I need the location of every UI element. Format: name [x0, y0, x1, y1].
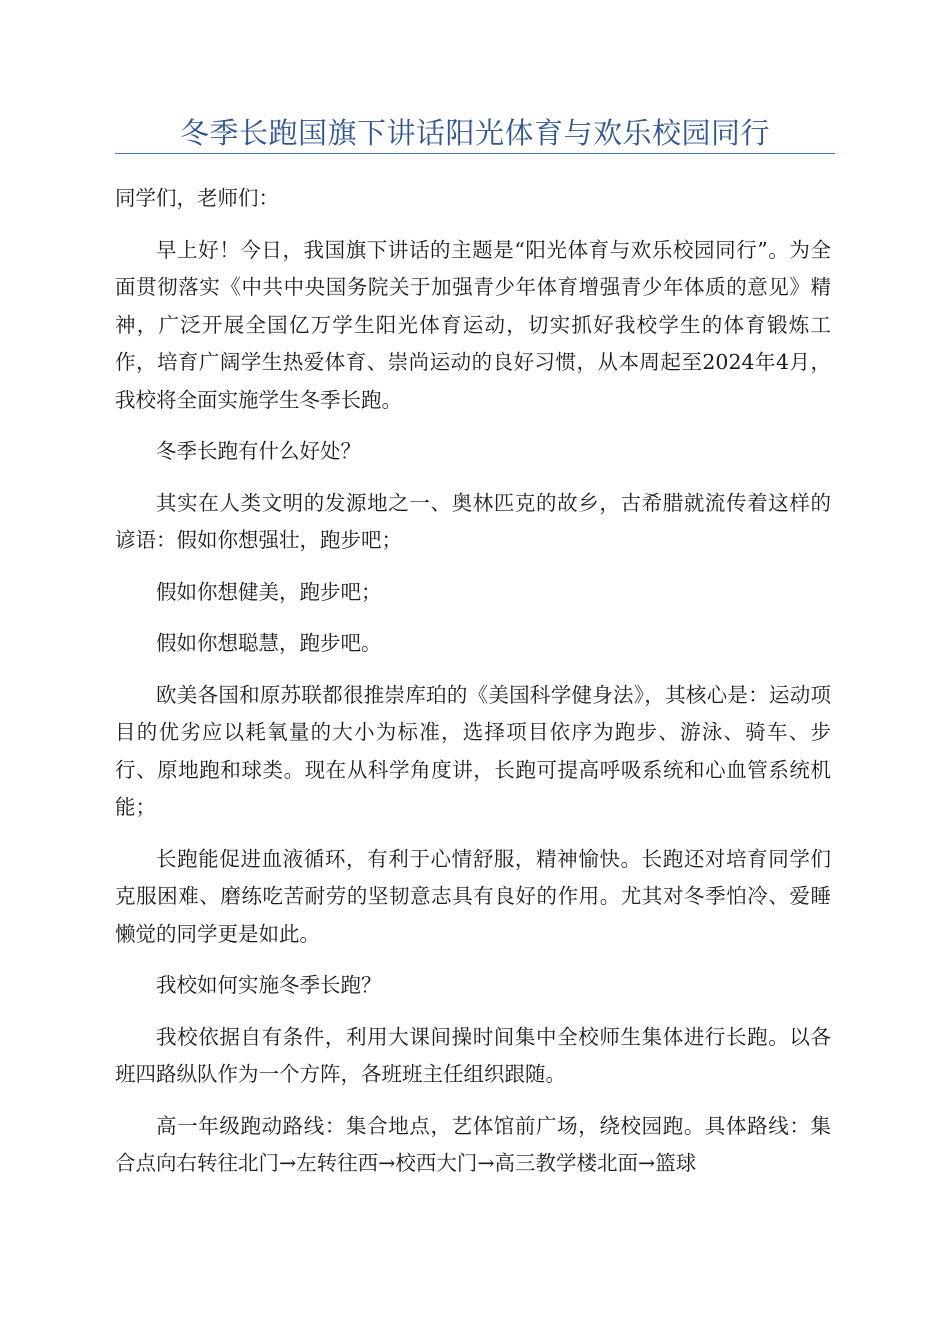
- paragraph: 欧美各国和原苏联都很推崇库珀的《美国科学健身法》，其核心是：运动项目的优劣应以耗氧量的大小为标准，选择项目依序为跑步、游泳、骑车、步行、原地跑和球类。现在从科学角度讲，长跑可提高呼吸系统和心血管系统机能；: [115, 682, 831, 819]
- paragraph: 高一年级跑动路线：集合地点，艺体馆前广场，绕校园跑。具体路线：集合点向右转往北门→左转往西→校西大门→高三教学楼北面→篮球: [115, 1113, 831, 1175]
- salutation: 同学们，老师们：: [115, 186, 279, 210]
- paragraph: 早上好！今日，我国旗下讲话的主题是“阳光体育与欢乐校园同行”。为全面贯彻落实《中共中央国务院关于加强青少年体育增强青少年体质的意见》精神，广泛开展全国亿万学生阳光体育运动，切实抓好我校学生的体育锻炼工作，培育广阔学生热爱体育、崇尚运动的良好习惯，从本周起至2024年4月，我校将全面实施学生冬季长跑。: [115, 237, 831, 412]
- paragraph: 长跑能促进血液循环，有利于心情舒服，精神愉快。长跑还对培育同学们克服困难、磨练吃苦耐劳的坚韧意志具有良好的作用。尤其对冬季怕冷、爱睡懒觉的同学更是如此。: [115, 846, 831, 946]
- paragraph: 其实在人类文明的发源地之一、奥林匹克的故乡，古希腊就流传着这样的谚语：假如你想强壮，跑步吧；: [115, 490, 831, 552]
- paragraph: 假如你想健美，跑步吧；: [156, 579, 382, 604]
- title-underline: [115, 153, 835, 154]
- document-title: 冬季长跑国旗下讲话阳光体育与欢乐校园同行: [179, 116, 770, 150]
- section-question: 冬季长跑有什么好处？: [156, 439, 361, 463]
- section-question: 我校如何实施冬季长跑？: [156, 973, 382, 997]
- document-body: [115, 180, 831, 1197]
- paragraph: 我校依据自有条件，利用大课间操时间集中全校师生集体进行长跑。以各班四路纵队作为一个方阵，各班班主任组织跟随。: [115, 1024, 831, 1086]
- paragraph: 假如你想聪慧，跑步吧。: [156, 631, 382, 655]
